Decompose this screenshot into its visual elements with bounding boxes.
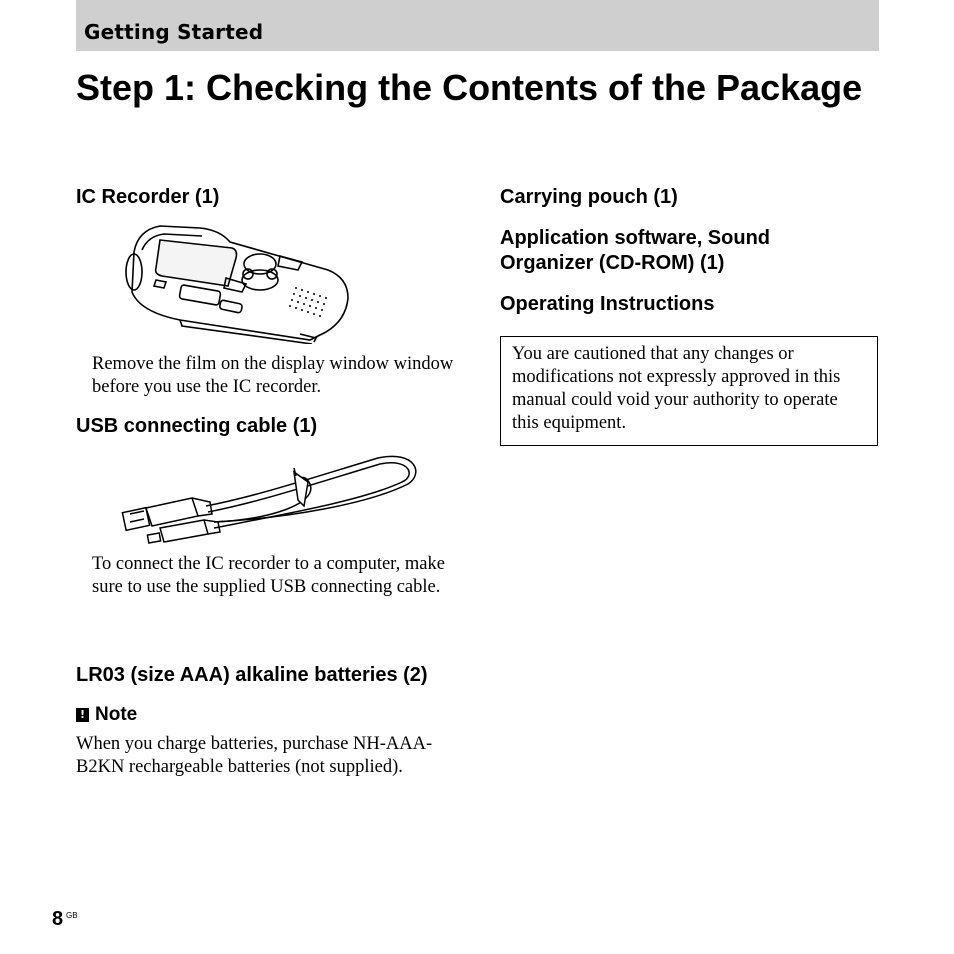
page-title: Step 1: Checking the Contents of the Package (76, 67, 863, 108)
usb-cable-heading: USB connecting cable (1) (76, 415, 318, 437)
ic-recorder-caption: Remove the film on the display window window before you use the IC recorder. (92, 354, 454, 397)
caution-notice-box: You are cautioned that any changes or modifications not expressly approved in this manual could void your authority to operate this equipment. (500, 336, 878, 446)
instructions-heading: Operating Instructions (500, 293, 715, 315)
section-header-bar (76, 0, 879, 51)
note-text: When you charge batteries, purchase NH-AAA-B2KN rechargeable batteries (not supplied). (76, 734, 433, 777)
software-heading: Application software, Sound Organizer (CD-ROM) (1) (500, 227, 771, 274)
page-number: 8 (52, 908, 64, 930)
ic-recorder-heading: IC Recorder (1) (76, 186, 220, 208)
section-label: Getting Started (84, 20, 264, 44)
usb-cable-caption: To connect the IC recorder to a computer, make sure to use the supplied USB connecting cable. (92, 554, 445, 597)
note-icon: ! (76, 708, 89, 722)
ic-recorder-illustration (120, 222, 352, 344)
carrying-pouch-heading: Carrying pouch (1) (500, 186, 678, 208)
note-label: Note (95, 704, 138, 725)
page-number-suffix: GB (66, 911, 78, 920)
usb-cable-illustration (118, 448, 424, 552)
batteries-heading: LR03 (size AAA) alkaline batteries (2) (76, 664, 428, 686)
note-heading (76, 703, 137, 727)
